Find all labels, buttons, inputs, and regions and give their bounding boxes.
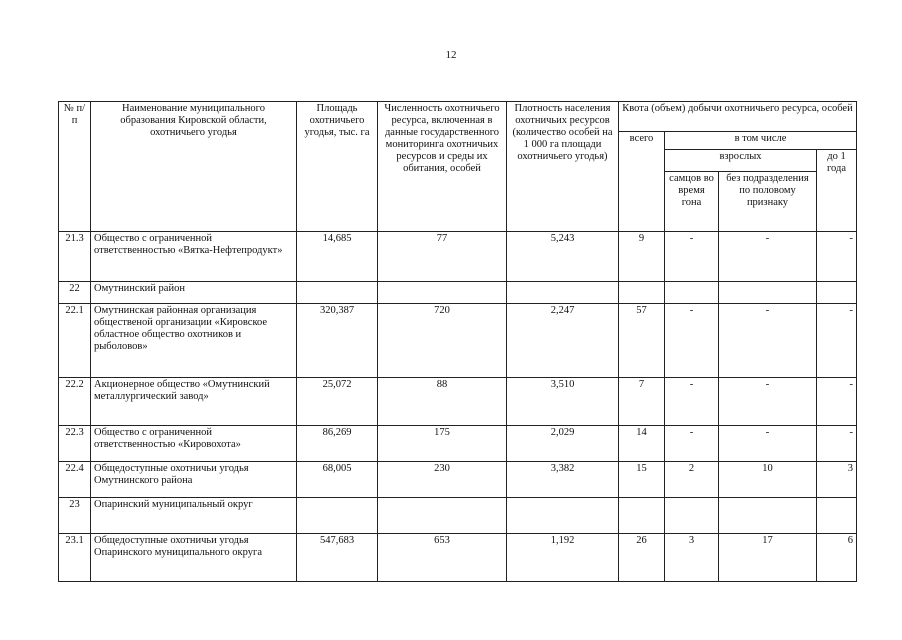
cell-name: Омутнинский район	[91, 282, 297, 304]
cell-young: 6	[817, 534, 857, 582]
header-count: Численность охотничьего ресурса, включенная в данные государственного мониторинга охотничьих ресурсов и среды их обитания, особей	[378, 102, 507, 232]
cell-count: 88	[378, 378, 507, 426]
cell-total: 57	[619, 304, 665, 378]
cell-no-sex: -	[719, 426, 817, 462]
cell-area: 86,269	[297, 426, 378, 462]
page-number: 12	[445, 49, 457, 61]
cell-young: -	[817, 304, 857, 378]
cell-no-sex: -	[719, 378, 817, 426]
cell-no-sex	[719, 498, 817, 534]
cell-name: Опаринский муниципальный округ	[91, 498, 297, 534]
cell-area: 25,072	[297, 378, 378, 426]
cell-no-sex	[719, 282, 817, 304]
cell-area: 547,683	[297, 534, 378, 582]
cell-count	[378, 282, 507, 304]
header-no-sex: без подразделения по половому признаку	[719, 172, 817, 232]
cell-total: 14	[619, 426, 665, 462]
cell-total: 9	[619, 232, 665, 282]
cell-no-sex: 17	[719, 534, 817, 582]
header-young: до 1 года	[817, 150, 857, 232]
cell-num: 21.3	[59, 232, 91, 282]
cell-num: 23.1	[59, 534, 91, 582]
cell-density	[507, 282, 619, 304]
cell-males: -	[665, 426, 719, 462]
cell-num: 22.4	[59, 462, 91, 498]
header-adults: взрослых	[665, 150, 817, 172]
cell-no-sex: -	[719, 304, 817, 378]
cell-young	[817, 282, 857, 304]
cell-males	[665, 498, 719, 534]
cell-area: 320,387	[297, 304, 378, 378]
cell-num: 22	[59, 282, 91, 304]
cell-count: 230	[378, 462, 507, 498]
cell-males: -	[665, 232, 719, 282]
cell-density: 1,192	[507, 534, 619, 582]
cell-name: Акционерное общество «Омутнинский металлургический завод»	[91, 378, 297, 426]
header-quota: Квота (объем) добычи охотничьего ресурса, особей	[619, 102, 857, 132]
header-name: Наименование муниципального образования Кировской области, охотничьего угодья	[91, 102, 297, 232]
cell-name: Общедоступные охотничьи угодья Опаринского муниципального округа	[91, 534, 297, 582]
table-row	[59, 232, 857, 282]
cell-density	[507, 498, 619, 534]
cell-density: 2,247	[507, 304, 619, 378]
cell-density: 3,510	[507, 378, 619, 426]
table-row	[59, 282, 857, 304]
cell-name: Общедоступные охотничьи угодья Омутнинского района	[91, 462, 297, 498]
cell-area	[297, 282, 378, 304]
cell-area: 14,685	[297, 232, 378, 282]
cell-total	[619, 498, 665, 534]
cell-no-sex: 10	[719, 462, 817, 498]
cell-count	[378, 498, 507, 534]
cell-area: 68,005	[297, 462, 378, 498]
table-row	[59, 534, 857, 582]
hunting-quota-table	[58, 101, 857, 582]
table-header	[59, 102, 857, 232]
header-including: в том числе	[665, 132, 857, 150]
table-row	[59, 462, 857, 498]
table-row	[59, 426, 857, 462]
cell-density: 5,243	[507, 232, 619, 282]
table-row	[59, 498, 857, 534]
cell-num: 22.3	[59, 426, 91, 462]
table-row	[59, 378, 857, 426]
cell-males: 3	[665, 534, 719, 582]
cell-total: 15	[619, 462, 665, 498]
cell-count: 653	[378, 534, 507, 582]
header-total: всего	[619, 132, 665, 232]
cell-num: 22.1	[59, 304, 91, 378]
cell-area	[297, 498, 378, 534]
cell-density: 2,029	[507, 426, 619, 462]
cell-count: 175	[378, 426, 507, 462]
cell-males: -	[665, 304, 719, 378]
cell-males	[665, 282, 719, 304]
cell-young: -	[817, 232, 857, 282]
cell-males: 2	[665, 462, 719, 498]
cell-density: 3,382	[507, 462, 619, 498]
cell-young: -	[817, 378, 857, 426]
cell-name: Общество с ограниченной ответственностью «Вятка-Нефтепродукт»	[91, 232, 297, 282]
header-density: Плотность населения охотничьих ресурсов (количество особей на 1 000 га площади охотничьего угодья)	[507, 102, 619, 232]
table-row	[59, 304, 857, 378]
cell-young: 3	[817, 462, 857, 498]
cell-count: 720	[378, 304, 507, 378]
cell-total: 26	[619, 534, 665, 582]
cell-total: 7	[619, 378, 665, 426]
header-area: Площадь охотничьего угодья, тыс. га	[297, 102, 378, 232]
cell-count: 77	[378, 232, 507, 282]
cell-num: 23	[59, 498, 91, 534]
header-num: № п/п	[59, 102, 91, 232]
cell-name: Общество с ограниченной ответственностью «Кировохота»	[91, 426, 297, 462]
table-body	[59, 232, 857, 582]
cell-name: Омутнинская районная организация общественой организации «Кировское областное общество охотников и рыболовов»	[91, 304, 297, 378]
cell-young	[817, 498, 857, 534]
cell-num: 22.2	[59, 378, 91, 426]
cell-total	[619, 282, 665, 304]
cell-no-sex: -	[719, 232, 817, 282]
cell-young: -	[817, 426, 857, 462]
cell-males: -	[665, 378, 719, 426]
header-males: самцов во время гона	[665, 172, 719, 232]
